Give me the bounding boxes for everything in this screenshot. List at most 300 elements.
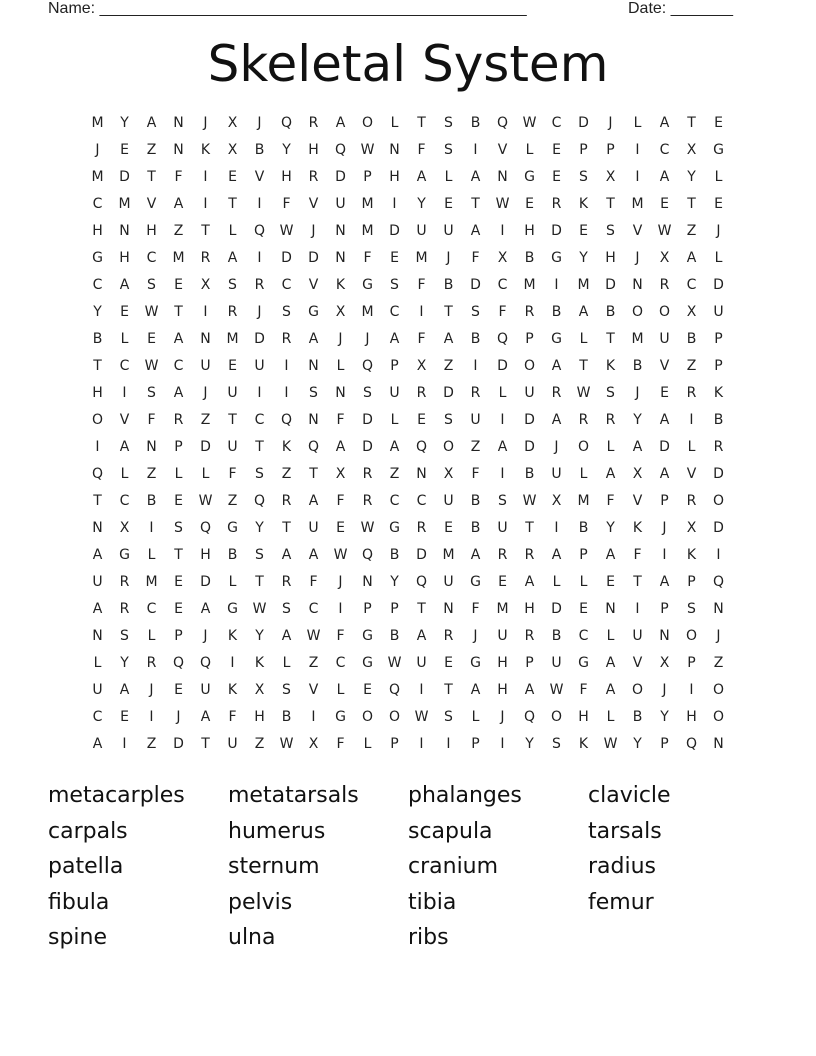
grid-letter: W [657, 223, 672, 239]
grid-letter: J [554, 439, 559, 455]
grid-letter: I [284, 385, 289, 401]
grid-letter: G [362, 628, 373, 644]
grid-letter: P [363, 169, 372, 185]
grid-letter: N [659, 628, 670, 644]
grid-letter: M [577, 493, 590, 509]
grid-letter: T [417, 601, 426, 617]
grid-letter: F [309, 574, 318, 590]
grid-letter: E [120, 304, 129, 320]
grid-letter: U [659, 331, 670, 347]
grid-letter: R [254, 277, 265, 293]
grid-letter: D [335, 169, 346, 185]
grid-letter: R [146, 655, 157, 671]
grid-letter: B [605, 304, 616, 320]
grid-letter: C [551, 115, 562, 131]
grid-letter: A [470, 169, 481, 185]
grid-letter: C [497, 277, 508, 293]
grid-letter: V [308, 196, 319, 212]
grid-letter: E [147, 331, 156, 347]
grid-letter: Q [712, 574, 725, 590]
grid-letter: U [497, 628, 508, 644]
grid-letter: Z [227, 493, 238, 509]
grid-letter: T [147, 169, 156, 185]
grid-letter: A [146, 115, 157, 131]
grid-letter: N [497, 169, 508, 185]
grid-letter: K [200, 142, 211, 158]
grid-letter: J [716, 223, 721, 239]
word-bank-item: ribs [408, 925, 449, 950]
grid-letter: L [687, 439, 696, 455]
grid-letter: R [308, 115, 319, 131]
grid-letter: B [470, 331, 481, 347]
grid-letter: D [713, 466, 724, 482]
grid-letter: Z [308, 655, 319, 671]
grid-letter: Y [93, 304, 102, 320]
grid-letter: E [417, 412, 426, 428]
grid-letter: E [174, 574, 183, 590]
grid-letter: F [606, 493, 615, 509]
grid-letter: D [605, 277, 616, 293]
grid-letter: H [119, 250, 130, 266]
grid-letter: R [551, 385, 562, 401]
grid-letter: I [635, 601, 640, 617]
grid-letter: L [714, 169, 723, 185]
grid-letter: F [336, 736, 345, 752]
grid-letter: T [93, 493, 102, 509]
grid-letter: Q [415, 439, 428, 455]
grid-letter: S [147, 385, 156, 401]
grid-letter: U [551, 466, 562, 482]
grid-letter: E [714, 196, 723, 212]
grid-letter: F [282, 196, 291, 212]
grid-letter: U [416, 223, 427, 239]
grid-letter: Q [280, 412, 293, 428]
grid-letter: H [524, 601, 535, 617]
grid-letter: J [500, 709, 505, 725]
grid-letter: R [578, 412, 589, 428]
grid-letter: E [174, 277, 183, 293]
grid-letter: I [230, 655, 235, 671]
grid-letter: U [713, 304, 724, 320]
grid-letter: S [444, 412, 453, 428]
grid-letter: A [92, 547, 103, 563]
grid-letter: W [495, 196, 510, 212]
grid-letter: Y [390, 574, 399, 590]
grid-letter: G [308, 304, 319, 320]
grid-letter: N [200, 331, 211, 347]
grid-letter: T [255, 439, 264, 455]
grid-letter: Q [253, 493, 266, 509]
grid-letter: O [712, 682, 725, 698]
grid-letter: I [689, 682, 694, 698]
grid-letter: I [419, 736, 424, 752]
grid-letter: C [146, 601, 157, 617]
grid-letter: V [308, 277, 319, 293]
page-title: Skeletal System [207, 35, 609, 93]
grid-letter: E [444, 655, 453, 671]
grid-letter: W [414, 709, 429, 725]
grid-letter: Y [417, 196, 426, 212]
grid-letter: B [254, 142, 265, 158]
grid-letter: E [174, 682, 183, 698]
grid-letter: L [579, 466, 588, 482]
grid-letter: T [471, 196, 480, 212]
grid-letter: Q [199, 655, 212, 671]
grid-letter: W [252, 601, 267, 617]
grid-letter: P [606, 142, 615, 158]
grid-letter: L [579, 331, 588, 347]
grid-letter: I [149, 520, 154, 536]
grid-letter: C [389, 493, 400, 509]
grid-letter: M [226, 331, 239, 347]
grid-letter: H [308, 142, 319, 158]
grid-letter: C [119, 493, 130, 509]
grid-letter: D [578, 115, 589, 131]
grid-letter: L [93, 655, 102, 671]
grid-letter: Y [120, 655, 129, 671]
grid-letter: N [605, 601, 616, 617]
grid-letter: O [523, 358, 536, 374]
grid-letter: E [552, 169, 561, 185]
grid-letter: T [444, 682, 453, 698]
grid-letter: J [95, 142, 100, 158]
grid-letter: P [714, 358, 723, 374]
grid-letter: A [227, 250, 238, 266]
grid-letter: B [389, 547, 400, 563]
grid-letter: Z [254, 736, 265, 752]
word-bank-item: spine [48, 925, 108, 950]
grid-letter: T [174, 547, 183, 563]
grid-letter: J [149, 682, 154, 698]
grid-letter: C [281, 277, 292, 293]
grid-letter: U [443, 493, 454, 509]
grid-letter: M [118, 196, 131, 212]
grid-letter: I [635, 169, 640, 185]
grid-letter: W [522, 493, 537, 509]
grid-letter: W [576, 385, 591, 401]
grid-letter: O [577, 439, 590, 455]
grid-letter: D [119, 169, 130, 185]
grid-letter: I [203, 196, 208, 212]
grid-letter: J [473, 628, 478, 644]
grid-letter: F [417, 277, 426, 293]
grid-letter: Y [633, 412, 642, 428]
grid-letter: R [119, 574, 130, 590]
grid-letter: D [362, 412, 373, 428]
grid-letter: A [605, 466, 616, 482]
grid-letter: Y [687, 169, 696, 185]
grid-letter: E [660, 385, 669, 401]
grid-letter: O [442, 439, 455, 455]
grid-letter: E [228, 169, 237, 185]
grid-letter: T [228, 196, 237, 212]
grid-letter: Q [361, 547, 374, 563]
grid-letter: T [579, 358, 588, 374]
grid-letter: T [525, 520, 534, 536]
grid-letter: Z [443, 358, 454, 374]
grid-letter: L [120, 331, 129, 347]
grid-letter: W [360, 142, 375, 158]
grid-letter: N [443, 601, 454, 617]
grid-letter: O [361, 709, 374, 725]
grid-letter: A [659, 574, 670, 590]
grid-letter: R [497, 547, 508, 563]
grid-letter: F [417, 142, 426, 158]
grid-letter: N [335, 250, 346, 266]
grid-letter: N [308, 358, 319, 374]
grid-letter: N [713, 736, 724, 752]
grid-letter: P [579, 142, 588, 158]
grid-letter: S [309, 385, 318, 401]
grid-letter: C [578, 628, 589, 644]
grid-letter: Y [525, 736, 534, 752]
grid-letter: D [551, 601, 562, 617]
grid-letter: C [686, 277, 697, 293]
grid-letter: K [335, 277, 346, 293]
grid-letter: Q [91, 466, 104, 482]
grid-letter: I [500, 412, 505, 428]
grid-letter: L [336, 358, 345, 374]
grid-letter: N [119, 223, 130, 239]
grid-letter: E [579, 223, 588, 239]
grid-letter: M [361, 196, 374, 212]
grid-letter: S [687, 601, 696, 617]
grid-letter: J [203, 385, 208, 401]
word-bank-item: carpals [48, 818, 128, 844]
grid-letter: H [605, 250, 616, 266]
grid-letter: B [470, 520, 481, 536]
grid-letter: U [92, 682, 103, 698]
grid-letter: S [471, 304, 480, 320]
grid-letter: I [689, 412, 694, 428]
grid-letter: A [281, 547, 292, 563]
grid-letter: P [714, 331, 723, 347]
grid-letter: B [551, 304, 562, 320]
grid-letter: A [335, 115, 346, 131]
grid-letter: G [227, 520, 238, 536]
grid-letter: L [714, 250, 723, 266]
grid-letter: F [228, 466, 237, 482]
grid-letter: R [200, 250, 211, 266]
grid-letter: A [659, 115, 670, 131]
word-search-grid [84, 110, 732, 758]
grid-letter: D [416, 547, 427, 563]
grid-letter: U [92, 574, 103, 590]
grid-letter: N [713, 601, 724, 617]
grid-letter: J [257, 304, 262, 320]
grid-letter: N [173, 115, 184, 131]
grid-letter: R [551, 196, 562, 212]
grid-letter: T [174, 304, 183, 320]
grid-letter: A [200, 601, 211, 617]
grid-letter: U [308, 520, 319, 536]
grid-letter: D [281, 250, 292, 266]
grid-letter: G [470, 574, 481, 590]
grid-letter: I [473, 142, 478, 158]
word-bank-item: pelvis [228, 889, 293, 915]
grid-letter: Z [389, 466, 400, 482]
grid-letter: M [91, 115, 104, 131]
grid-letter: M [145, 574, 158, 590]
grid-letter: O [631, 682, 644, 698]
grid-letter: L [228, 574, 237, 590]
grid-letter: W [198, 493, 213, 509]
grid-letter: V [659, 358, 670, 374]
grid-letter: J [608, 115, 613, 131]
grid-letter: D [200, 574, 211, 590]
grid-letter: J [176, 709, 181, 725]
grid-letter: M [361, 304, 374, 320]
grid-letter: W [279, 223, 294, 239]
grid-letter: I [446, 736, 451, 752]
grid-letter: Q [199, 520, 212, 536]
grid-letter: C [119, 358, 130, 374]
grid-letter: B [470, 115, 481, 131]
grid-letter: U [470, 412, 481, 428]
grid-letter: L [579, 574, 588, 590]
grid-letter: L [390, 412, 399, 428]
grid-letter: D [497, 358, 508, 374]
grid-letter: U [200, 358, 211, 374]
grid-letter: K [605, 358, 616, 374]
grid-letter: A [389, 439, 400, 455]
grid-letter: Z [200, 412, 211, 428]
grid-letter: J [338, 574, 343, 590]
grid-letter: P [687, 574, 696, 590]
grid-letter: U [227, 439, 238, 455]
grid-letter: A [470, 682, 481, 698]
date-field-label[interactable]: Date: _______ [628, 0, 733, 17]
grid-letter: L [552, 574, 561, 590]
grid-letter: R [173, 412, 184, 428]
grid-letter: N [173, 142, 184, 158]
grid-letter: R [281, 331, 292, 347]
grid-letter: F [471, 601, 480, 617]
grid-letter: A [551, 547, 562, 563]
grid-letter: Z [281, 466, 292, 482]
grid-letter: C [254, 412, 265, 428]
grid-letter: U [551, 655, 562, 671]
grid-letter: Y [606, 520, 615, 536]
grid-letter: T [606, 196, 615, 212]
grid-letter: R [686, 493, 697, 509]
grid-letter: F [228, 709, 237, 725]
grid-letter: X [686, 520, 697, 536]
grid-letter: A [389, 331, 400, 347]
name-field-label[interactable]: Name: ________________________________________________ [48, 0, 527, 17]
grid-letter: L [444, 169, 453, 185]
grid-letter: L [606, 709, 615, 725]
grid-letter: W [387, 655, 402, 671]
grid-letter: S [444, 142, 453, 158]
grid-letter: A [470, 547, 481, 563]
grid-letter: I [257, 250, 262, 266]
grid-letter: L [147, 628, 156, 644]
word-bank-item: metatarsals [228, 783, 359, 808]
grid-letter: Y [255, 628, 264, 644]
grid-letter: X [632, 466, 643, 482]
word-bank-item: ulna [228, 925, 276, 950]
grid-letter: M [631, 196, 644, 212]
grid-letter: N [389, 142, 400, 158]
grid-letter: Y [120, 115, 129, 131]
grid-letter: J [662, 682, 667, 698]
grid-letter: S [444, 709, 453, 725]
grid-letter: D [524, 439, 535, 455]
grid-letter: T [606, 331, 615, 347]
grid-letter: U [632, 628, 643, 644]
grid-letter: M [361, 223, 374, 239]
word-bank-item: tibia [408, 889, 457, 915]
grid-letter: T [309, 466, 318, 482]
grid-letter: A [119, 277, 130, 293]
grid-letter: J [311, 223, 316, 239]
grid-letter: Z [173, 223, 184, 239]
grid-letter: T [417, 115, 426, 131]
grid-letter: A [551, 412, 562, 428]
grid-letter: B [389, 628, 400, 644]
grid-letter: U [416, 655, 427, 671]
grid-letter: E [525, 196, 534, 212]
grid-letter: O [361, 115, 374, 131]
grid-letter: E [606, 574, 615, 590]
grid-letter: U [200, 682, 211, 698]
grid-letter: P [660, 736, 669, 752]
grid-letter: X [686, 304, 697, 320]
grid-letter: C [146, 250, 157, 266]
grid-letter: U [227, 736, 238, 752]
grid-letter: W [360, 520, 375, 536]
grid-letter: A [308, 331, 319, 347]
grid-letter: C [659, 142, 670, 158]
grid-letter: U [227, 385, 238, 401]
grid-letter: P [471, 736, 480, 752]
grid-letter: X [443, 466, 454, 482]
grid-letter: L [282, 655, 291, 671]
grid-letter: A [281, 628, 292, 644]
grid-letter: R [524, 304, 535, 320]
grid-letter: S [363, 385, 372, 401]
grid-letter: O [658, 304, 671, 320]
grid-letter: D [173, 736, 184, 752]
grid-letter: O [712, 493, 725, 509]
grid-letter: F [471, 466, 480, 482]
grid-letter: M [172, 250, 185, 266]
grid-letter: A [443, 331, 454, 347]
grid-letter: A [308, 493, 319, 509]
grid-letter: M [496, 601, 509, 617]
grid-letter: P [363, 601, 372, 617]
grid-letter: Z [146, 142, 157, 158]
grid-letter: D [254, 331, 265, 347]
grid-letter: T [444, 304, 453, 320]
grid-letter: E [120, 142, 129, 158]
grid-letter: K [227, 682, 238, 698]
grid-letter: V [308, 682, 319, 698]
grid-letter: Y [282, 142, 291, 158]
grid-letter: N [308, 412, 319, 428]
grid-letter: I [203, 304, 208, 320]
grid-letter: A [416, 169, 427, 185]
grid-letter: B [551, 628, 562, 644]
grid-letter: I [419, 682, 424, 698]
grid-letter: L [390, 115, 399, 131]
grid-letter: T [255, 574, 264, 590]
grid-letter: C [92, 277, 103, 293]
grid-letter: X [227, 142, 238, 158]
grid-letter: E [714, 115, 723, 131]
grid-letter: T [201, 223, 210, 239]
